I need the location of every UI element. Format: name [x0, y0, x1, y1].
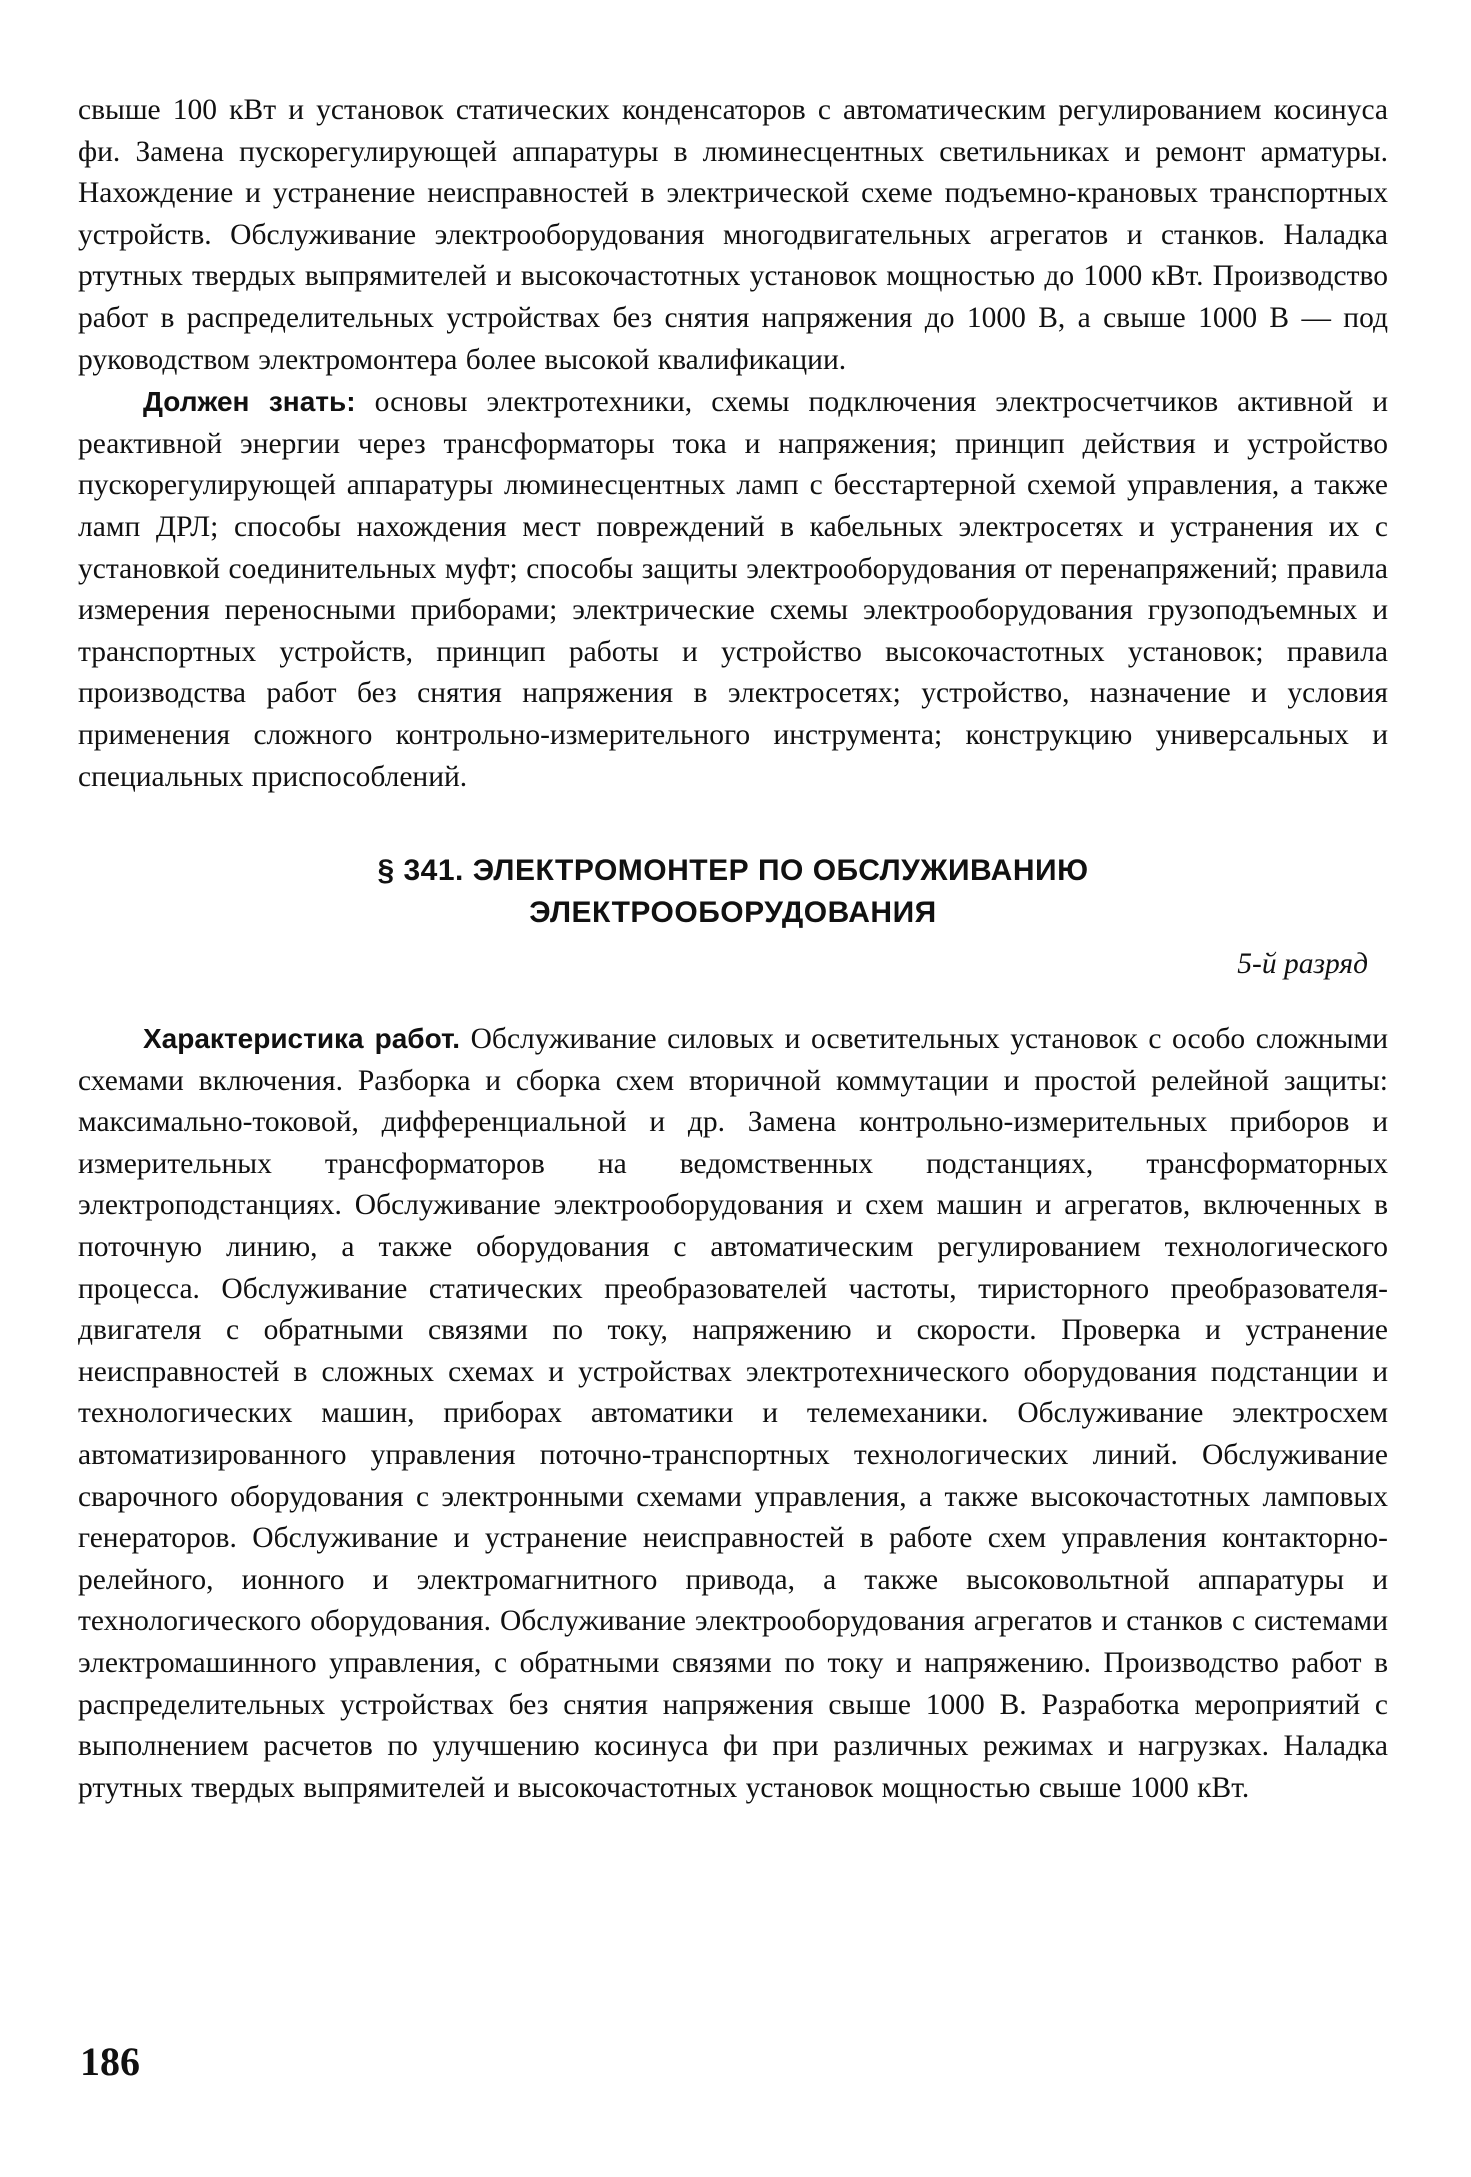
paragraph-continuation: свыше 100 кВт и установок статических конденсаторов с автоматическим регулированием косинуса фи. Замена пускорегулирующей аппаратуры в люминесцентных светильниках и ремонт арматуры. Нахождение и устранение неисправностей в электрической схеме подъемно-крановых транспортных устройств. Обслуживание электрооборудования многодвигательных агрегатов и станков. Наладка ртутных твердых выпрямителей и высокочастотных установок мощностью до 1000 кВт. Производство работ в распределительных устройствах без снятия напряжения до 1000 В, а свыше 1000 В — под руководством электромонтера более высокой квалификации.	[78, 94, 1388, 376]
paragraph-lead-characteristics: Характеристика работ.	[143, 1023, 461, 1055]
section-heading	[78, 850, 1388, 934]
paragraph-work-characteristics	[78, 1018, 1388, 1809]
document-page	[78, 90, 1388, 1809]
paragraph-requirements-body: основы электротехники, схемы подключения электросчетчиков активной и реактивной энергии через трансформаторы тока и напряжения; принцип действия и устройство пускорегулирующей аппаратуры люминесцентных ламп с бесстартерной схемой управления, а также ламп ДРЛ; способы нахождения мест повреждений в кабельных электросетях и устранения их с установкой соединительных муфт; способы защиты электрооборудования от перенапряжений; правила измерения переносными приборами; электрические схемы электрооборудования грузоподъемных и транспортных устройств, принцип работы и устройство высокочастотных установок; правила производства работ без снятия напряжения в электросетях; устройство, назначение и условия применения сложного контрольно-измерительного инструмента; конструкцию универсальных и специальных приспособлений.	[78, 386, 1388, 793]
section-heading-line-2: ЭЛЕКТРООБОРУДОВАНИЯ	[529, 896, 937, 930]
page-number: 186	[80, 2039, 140, 2084]
section-heading-line-1: § 341. ЭЛЕКТРОМОНТЕР ПО ОБСЛУЖИВАНИЮ	[377, 854, 1089, 888]
paragraph-work-characteristics-body: Обслуживание силовых и осветительных установок с особо сложными схемами включения. Разборка и сборка схем вторичной коммутации и простой релейной защиты: максимально-токовой, дифференциальной и др. Замена контрольно-измерительных приборов и измерительных трансформаторов на ведомственных подстанциях, трансформаторных электроподстанциях. Обслуживание электрооборудования и схем машин и агрегатов, включенных в поточную линию, а также оборудования с автоматическим регулированием технологического процесса. Обслуживание статических преобразователей частоты, тиристорного преобразователя-двигателя с обратными связями по току, напряжению и скорости. Проверка и устранение неисправностей в сложных схемах и устройствах электротехнического оборудования подстанции и технологических машин, приборах автоматики и телемеханики. Обслуживание электросхем автоматизированного управления поточно-транспортных технологических линий. Обслуживание сварочного оборудования с электронными схемами управления, а также высокочастотных ламповых генераторов. Обслуживание и устранение неисправностей в работе схем управления контакторно-релейного, ионного и электромагнитного привода, а также высоковольтной аппаратуры и технологического оборудования. Обслуживание электрооборудования агрегатов и станков с системами электромашинного управления, с обратными связями по току и напряжению. Производство работ в распределительных устройствах без снятия напряжения свыше 1000 В. Разработка мероприятий с выполнением расчетов по улучшению косинуса фи при различных режимах и нагрузках. Наладка ртутных твердых выпрямителей и высокочастотных установок мощностью свыше 1000 кВт.	[78, 1023, 1388, 1804]
paragraph-requirements	[78, 381, 1388, 798]
grade-label: 5-й разряд	[1237, 948, 1368, 981]
paragraph-lead-must-know: Должен знать:	[143, 386, 356, 418]
